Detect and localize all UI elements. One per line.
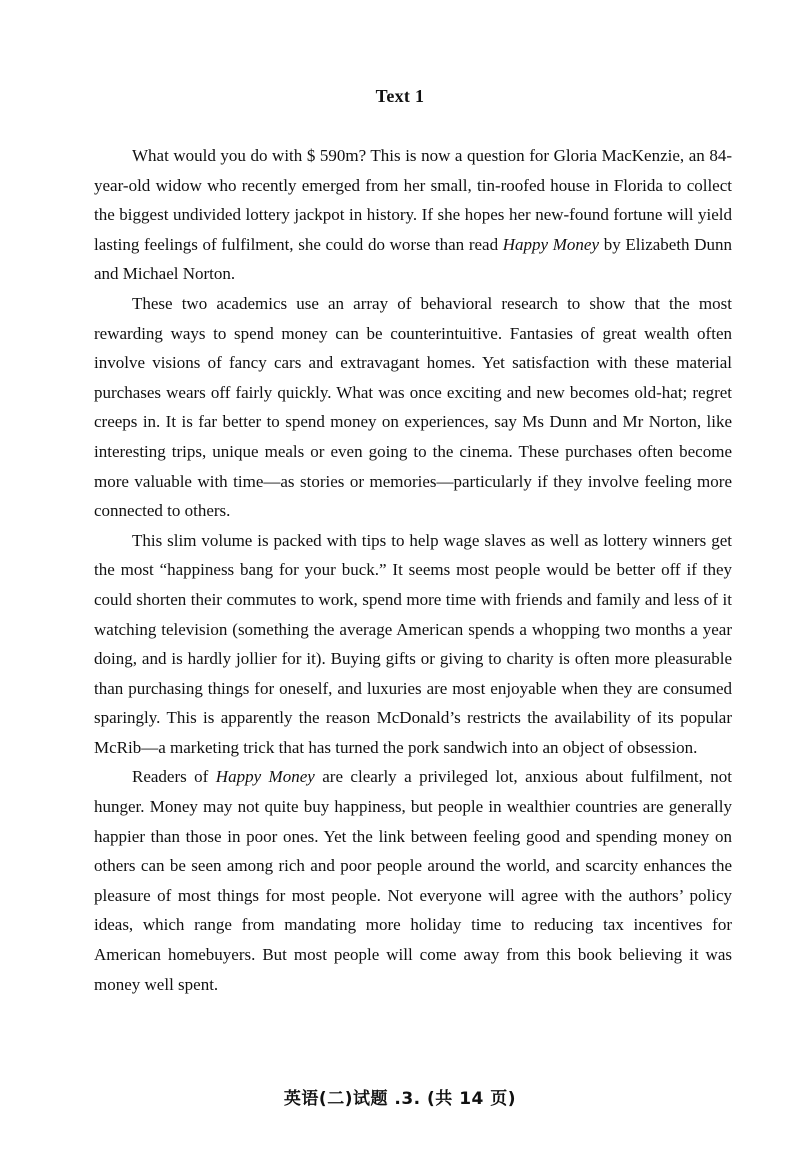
paragraph-text-run: What would you do with $ 590m? This is now a question for Gloria MacKenzie, an 84-year-old widow who recently emerged from her small, tin-roofed house in Florida to collect the biggest undivided lottery jackpot in history. If she hopes her new-found fortune will yield lasting feelings of fulfilment, she could do worse than read: [94, 146, 732, 254]
paragraph-2: [94, 289, 732, 526]
book-title-italic: Happy Money: [215, 767, 315, 787]
article-body: [94, 141, 732, 999]
paragraph-3: [94, 526, 732, 763]
paragraph-text-run: These two academics use an array of behavioral research to show that the most rewarding ways to spend money can be counterintuitive. Fantasies of great wealth often involve visions of fancy cars and extravagant homes. Yet satisfaction with these material purchases wears off fairly quickly. What was once exciting and new becomes old-hat; regret creeps in. It is far better to spend money on experiences, say Ms Dunn and Mr Norton, like interesting trips, unique meals or even going to the cinema. These purchases often become more valuable with time—as stories or memories—particularly if they involve feeling more connected to others.: [94, 293, 732, 521]
paragraph-1: [94, 141, 732, 289]
paragraph-text-run: by Elizabeth Dunn and Michael Norton.: [94, 234, 733, 284]
page-title: Text 1: [375, 86, 425, 106]
page-footer: [0, 1084, 800, 1109]
paragraph-text-run: Readers of: [132, 767, 216, 787]
paragraph-text-run: are clearly a privileged lot, anxious about fulfilment, not hunger. Money may not quite buy happiness, but people in wealthier countries are generally happier than those in poor ones. Yet the link between feeling good and spending money on others can be seen among rich and poor people around the world, and scarcity enhances the pleasure of most things for most people. Not everyone will agree with the authors’ policy ideas, which range from mandating more holiday time to reducing tax incentives for American homebuyers. But most people will come away from this book believing it was money well spent.: [94, 767, 732, 994]
book-title-italic: Happy Money: [502, 234, 600, 254]
footer-text: 英语(二)试题 .3. (共 14 页): [283, 1089, 517, 1109]
paragraph-text-run: This slim volume is packed with tips to help wage slaves as well as lottery winners get the most “happiness bang for your buck.” It seems most people would be better off if they could shorten their commutes to work, spend more time with friends and family and less of it watching television (something the average American spends a whopping two months a year doing, and is hardly jollier for it). Buying gifts or giving to charity is often more pleasurable than purchasing things for oneself, and luxuries are most enjoyable when they are consumed sparingly. This is apparently the reason McDonald’s restricts the availability of its popular McRib—a marketing trick that has turned the pork sandwich into an object of obsession.: [94, 530, 732, 757]
paragraph-4: [94, 762, 732, 999]
